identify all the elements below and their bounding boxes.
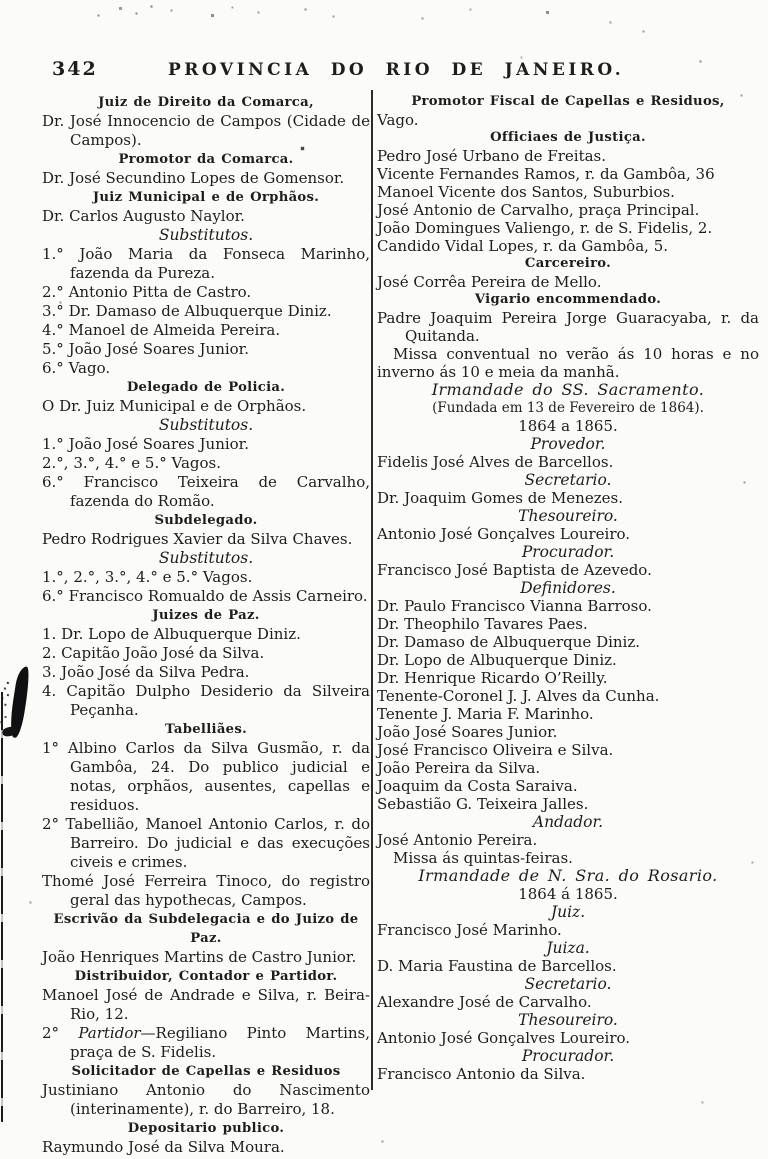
- text-line: João José Soares Junior.: [377, 723, 558, 741]
- text-line: 3.° Dr. Damaso de Albuquerque Diniz.: [42, 302, 332, 320]
- subsection-heading-italic: Andador.: [532, 813, 604, 831]
- subsection-heading-italic: Provedor.: [530, 435, 606, 453]
- section-heading: Promotor da Comarca.: [118, 152, 294, 167]
- text-line: 6.° Vago.: [42, 359, 111, 377]
- text-line: 2.°, 3.°, 4.° e 5.° Vagos.: [42, 454, 221, 472]
- text-line: Manoel Vicente dos Santos, Suburbios.: [377, 183, 675, 201]
- text-line: 1864 a 1865.: [518, 417, 618, 435]
- text-line: Manoel José de Andrade e Silva, r. Beira-Rio, 12.: [42, 986, 370, 1023]
- text-line: Francisco José Marinho.: [377, 921, 562, 939]
- text-line: Fidelis José Alves de Barcellos.: [377, 453, 614, 471]
- section-heading: Distribuidor, Contador e Partidor.: [74, 969, 338, 984]
- section-heading: Tabelliães.: [165, 722, 247, 737]
- text-line: Dr. José Innocencio de Campos (Cidade de Campos).: [42, 112, 370, 149]
- text-line: Missa conventual no verão ás 10 horas e no inverno ás 10 e meia da manhã.: [377, 345, 759, 381]
- subsection-heading-italic: Substitutos.: [158, 549, 254, 567]
- text-line: 1.° João Maria da Fonseca Marinho, fazenda da Pureza.: [42, 245, 370, 282]
- ink-blot-artifact: [7, 665, 31, 738]
- text-line: Justiniano Antonio do Nascimento (interinamente), r. do Barreiro, 18.: [42, 1081, 370, 1118]
- text-run: 2°: [42, 1024, 79, 1042]
- text-line: Raymundo José da Silva Moura.: [42, 1138, 285, 1156]
- text-line: 3. João José da Silva Pedra.: [42, 663, 250, 681]
- section-heading: Promotor Fiscal de Capellas e Residuos,: [411, 94, 725, 109]
- text-line: Dr. Paulo Francisco Vianna Barroso.: [377, 597, 652, 615]
- subsection-heading-italic: Juiz.: [550, 903, 586, 921]
- page-number: 342: [52, 58, 98, 80]
- subsection-heading-italic: Definidores.: [520, 579, 616, 597]
- text-line: Dr. Damaso de Albuquerque Diniz.: [377, 633, 641, 651]
- text-line: José Antonio Pereira.: [377, 831, 538, 849]
- text-line: João Henriques Martins de Castro Junior.: [42, 948, 357, 966]
- subsection-heading-italic: Thesoureiro.: [518, 1011, 618, 1029]
- text-line: Dr. Theophilo Tavares Paes.: [377, 615, 588, 633]
- subsection-heading-italic: Substitutos.: [158, 416, 254, 434]
- section-heading: Juiz de Direito da Comarca,: [98, 95, 314, 110]
- text-line: D. Maria Faustina de Barcellos.: [377, 957, 617, 975]
- text-line: Vicente Fernandes Ramos, r. da Gambôa, 36: [377, 165, 715, 183]
- text-run: —Regiliano Pinto Martins, praça de S. Fidelis.: [70, 1024, 370, 1061]
- subsection-heading-italic: Procurador.: [521, 543, 615, 561]
- section-heading: Carcereiro.: [524, 256, 612, 271]
- subsection-heading-italic: Secretario.: [524, 975, 612, 993]
- subsection-heading-italic: Secretario.: [524, 471, 612, 489]
- text-line: Padre Joaquim Pereira Jorge Guaracyaba, r. da Quitanda.: [377, 309, 759, 345]
- text-line: José Antonio de Carvalho, praça Principal.: [377, 201, 700, 219]
- subsection-heading-italic: Procurador.: [521, 1047, 615, 1065]
- text-run: Partidor: [78, 1024, 141, 1042]
- left-column: [42, 93, 370, 1157]
- text-line: 6.° Francisco Romualdo de Assis Carneiro.: [42, 587, 368, 605]
- text-line: Thomé José Ferreira Tinoco, do registro geral das hypothecas, Campos.: [42, 872, 370, 909]
- text-line: Francisco José Baptista de Azevedo.: [377, 561, 652, 579]
- text-line: 2. Capitão João José da Silva.: [42, 644, 265, 662]
- section-heading: Officiaes de Justiça.: [490, 130, 646, 145]
- text-line: Antonio José Gonçalves Loureiro.: [377, 525, 631, 543]
- text-line: Candido Vidal Lopes, r. da Gambôa, 5.: [377, 237, 669, 255]
- subsection-heading-italic: Juiza.: [546, 939, 590, 957]
- section-heading: Subdelegado.: [154, 513, 258, 528]
- text-line: 1. Dr. Lopo de Albuquerque Diniz.: [42, 625, 301, 643]
- text-line: 6.° Francisco Teixeira de Carvalho, fazenda do Romão.: [42, 473, 370, 510]
- text-line: 1.°, 2.°, 3.°, 4.° e 5.° Vagos.: [42, 568, 253, 586]
- text-line: 1864 á 1865.: [518, 885, 618, 903]
- text-line: 1.° João José Soares Junior.: [42, 435, 249, 453]
- scan-speckle-noise: [0, 0, 1, 1]
- text-line: 1° Albino Carlos da Silva Gusmão, r. da Gambôa, 24. Do publico judicial e notas, orphãos, ausentes, capellas e residuos.: [42, 739, 370, 814]
- text-line: 5.° João José Soares Junior.: [42, 340, 249, 358]
- text-line: Dr. Joaquim Gomes de Menezes.: [377, 489, 623, 507]
- text-line: [42, 1024, 370, 1062]
- section-heading: Juizes de Paz.: [152, 608, 260, 623]
- text-line: Joaquim da Costa Saraiva.: [377, 777, 578, 795]
- text-line: Antonio José Gonçalves Loureiro.: [377, 1029, 631, 1047]
- section-heading: Juiz Municipal e de Orphãos.: [92, 190, 320, 205]
- text-line: João Pereira da Silva.: [377, 759, 541, 777]
- section-heading: Delegado de Policia.: [126, 380, 286, 395]
- text-line: O Dr. Juiz Municipal e de Orphãos.: [42, 397, 307, 415]
- text-line: Dr. Lopo de Albuquerque Diniz.: [377, 651, 617, 669]
- text-line: José Francisco Oliveira e Silva.: [377, 741, 614, 759]
- text-line: Alexandre José de Carvalho.: [377, 993, 592, 1011]
- page-edge-artifact: [1, 692, 3, 1122]
- text-line: Dr. José Secundino Lopes de Gomensor.: [42, 169, 345, 187]
- text-line: Tenente J. Maria F. Marinho.: [377, 705, 594, 723]
- column-divider-rule: [371, 90, 373, 1090]
- section-heading: Escrivão da Subdelegacia e do Juizo de Paz.: [53, 912, 359, 946]
- right-column: [377, 93, 759, 1083]
- section-heading: Vigario encommendado.: [474, 292, 662, 307]
- text-line: 2.° Antonio Pitta de Castro.: [42, 283, 252, 301]
- section-heading: Depositario publico.: [127, 1121, 285, 1136]
- subsection-heading-italic: Thesoureiro.: [518, 507, 618, 525]
- text-line: Pedro Rodrigues Xavier da Silva Chaves.: [42, 530, 353, 548]
- text-line: Vago.: [377, 111, 419, 129]
- text-line: João Domingues Valiengo, r. de S. Fidelis, 2.: [377, 219, 713, 237]
- text-line: Francisco Antonio da Silva.: [377, 1065, 586, 1083]
- text-line: Missa ás quintas-feiras.: [393, 849, 573, 867]
- text-line: José Corrêa Pereira de Mello.: [377, 273, 602, 291]
- subsection-heading-italic: Substitutos.: [158, 226, 254, 244]
- subsection-heading-italic: Irmandade de N. Sra. do Rosario.: [418, 866, 718, 885]
- text-line: Dr. Carlos Augusto Naylor.: [42, 207, 245, 225]
- text-line: (Fundada em 13 de Fevereiro de 1864).: [432, 400, 704, 416]
- text-line: Tenente-Coronel J. J. Alves da Cunha.: [377, 687, 660, 705]
- text-line: 2° Tabellião, Manoel Antonio Carlos, r. do Barreiro. Do judicial e das execuções civeis e crimes.: [42, 815, 370, 871]
- text-line: Sebastião G. Teixeira Jalles.: [377, 795, 589, 813]
- text-line: Dr. Henrique Ricardo O’Reilly.: [377, 669, 608, 687]
- text-line: 4. Capitão Dulpho Desiderio da Silveira Peçanha.: [42, 682, 370, 719]
- text-line: Pedro José Urbano de Freitas.: [377, 147, 607, 165]
- subsection-heading-italic: Irmandade do SS. Sacramento.: [431, 380, 705, 399]
- text-line: 4.° Manoel de Almeida Pereira.: [42, 321, 281, 339]
- page-header-title: PROVINCIA DO RIO DE JANEIRO.: [168, 60, 625, 80]
- section-heading: Solicitador de Capellas e Residuos: [71, 1064, 341, 1079]
